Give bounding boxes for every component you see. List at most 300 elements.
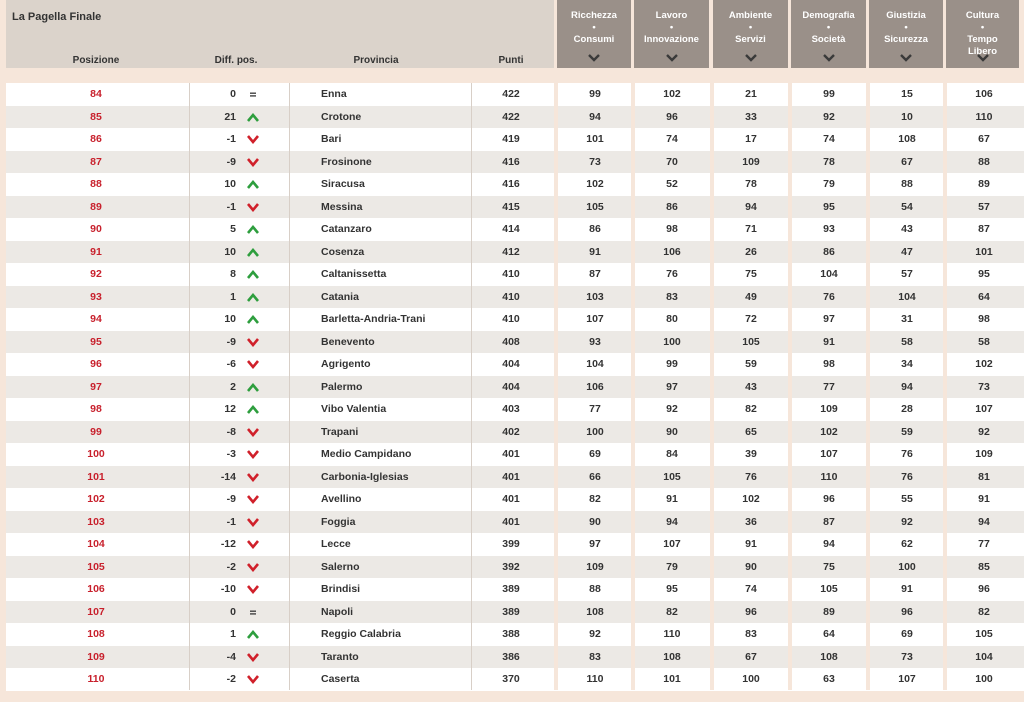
score-cell: 93 bbox=[823, 223, 835, 235]
score-cell: 102 bbox=[820, 425, 838, 438]
province-cell: Trapani bbox=[321, 425, 359, 438]
points-cell: 422 bbox=[502, 88, 520, 100]
table-row[interactable] bbox=[6, 511, 1024, 534]
score-cell: 101 bbox=[586, 133, 604, 145]
page-title: La Pagella Finale bbox=[12, 11, 102, 23]
score-cell: 92 bbox=[589, 628, 601, 640]
score-cell: 65 bbox=[745, 425, 757, 438]
score-cell: 97 bbox=[589, 538, 601, 550]
score-cell: 73 bbox=[978, 380, 990, 393]
category-line2: Servizi bbox=[735, 34, 766, 45]
diff-pos-cell: 5 bbox=[230, 223, 236, 235]
score-cell: 83 bbox=[666, 290, 678, 303]
arrow-down-icon bbox=[247, 135, 259, 144]
score-cell: 98 bbox=[978, 313, 990, 325]
category-line1: Giustizia bbox=[886, 10, 926, 21]
category-line2: Società bbox=[811, 34, 846, 45]
table-row[interactable] bbox=[6, 308, 1024, 331]
position-cell: 89 bbox=[90, 200, 102, 213]
score-cell: 75 bbox=[745, 268, 757, 280]
points-cell: 389 bbox=[502, 583, 520, 595]
score-cell: 54 bbox=[901, 200, 913, 213]
category-line1: Lavoro bbox=[655, 10, 688, 21]
cat-cultura-tempo-libero-header[interactable] bbox=[946, 0, 1019, 68]
arrow-down-icon bbox=[247, 360, 259, 369]
score-cell: 103 bbox=[586, 290, 604, 303]
equal-icon bbox=[247, 608, 259, 617]
score-cell: 26 bbox=[745, 245, 757, 258]
province-cell: Crotone bbox=[321, 110, 362, 123]
score-cell: 101 bbox=[663, 673, 681, 685]
province-cell: Reggio Calabria bbox=[321, 628, 401, 640]
diff-pos-cell: 10 bbox=[224, 313, 236, 325]
province-cell: Frosinone bbox=[321, 155, 372, 168]
table-row[interactable] bbox=[6, 421, 1024, 444]
bullet-icon: • bbox=[669, 22, 674, 33]
points-cell: 410 bbox=[502, 268, 520, 280]
score-cell: 36 bbox=[745, 515, 757, 528]
arrow-up-icon bbox=[247, 248, 259, 257]
score-cell: 82 bbox=[745, 403, 757, 415]
points-cell: 401 bbox=[502, 493, 520, 505]
score-cell: 76 bbox=[901, 448, 913, 460]
arrow-up-icon bbox=[247, 270, 259, 279]
points-cell: 402 bbox=[502, 425, 520, 438]
score-cell: 77 bbox=[823, 380, 835, 393]
score-cell: 106 bbox=[663, 245, 681, 258]
table-row[interactable] bbox=[6, 218, 1024, 241]
bullet-icon: • bbox=[826, 22, 831, 33]
score-cell: 95 bbox=[666, 583, 678, 595]
points-cell: 392 bbox=[502, 560, 520, 573]
province-cell: Salerno bbox=[321, 560, 360, 573]
score-cell: 99 bbox=[823, 88, 835, 100]
score-cell: 91 bbox=[901, 583, 913, 595]
col-punti[interactable]: Punti bbox=[498, 55, 524, 66]
score-cell: 96 bbox=[823, 493, 835, 505]
bullet-icon: • bbox=[592, 22, 596, 33]
score-cell: 109 bbox=[586, 560, 604, 573]
arrow-down-icon bbox=[247, 495, 259, 504]
table-row[interactable] bbox=[6, 151, 1024, 174]
cat-lavoro-innovazione-header[interactable] bbox=[634, 0, 709, 68]
score-cell: 71 bbox=[745, 223, 757, 235]
province-cell: Siracusa bbox=[321, 178, 365, 190]
score-cell: 85 bbox=[978, 560, 990, 573]
cat-ricchezza-consumi-header[interactable] bbox=[557, 0, 631, 68]
score-cell: 89 bbox=[823, 605, 835, 618]
score-cell: 91 bbox=[978, 493, 990, 505]
table-row[interactable] bbox=[6, 398, 1024, 421]
diff-pos-cell: -12 bbox=[220, 538, 236, 550]
province-cell: Catanzaro bbox=[321, 223, 372, 235]
arrow-up-icon bbox=[247, 293, 259, 302]
position-cell: 108 bbox=[87, 628, 105, 640]
score-cell: 104 bbox=[975, 650, 993, 663]
score-cell: 57 bbox=[901, 268, 913, 280]
province-cell: Foggia bbox=[321, 515, 356, 528]
position-cell: 103 bbox=[87, 515, 105, 528]
score-cell: 31 bbox=[901, 313, 913, 325]
chevron-down-icon[interactable] bbox=[745, 54, 757, 62]
table-row[interactable] bbox=[6, 601, 1024, 624]
score-cell: 74 bbox=[745, 583, 757, 595]
score-cell: 105 bbox=[975, 628, 993, 640]
province-cell: Messina bbox=[321, 200, 363, 213]
score-cell: 55 bbox=[901, 493, 913, 505]
score-cell: 94 bbox=[901, 380, 913, 393]
score-cell: 109 bbox=[742, 155, 760, 168]
arrow-down-icon bbox=[247, 450, 259, 459]
score-cell: 94 bbox=[666, 515, 678, 528]
diff-pos-cell: -1 bbox=[226, 200, 236, 213]
table-row[interactable] bbox=[6, 668, 1024, 691]
column-divider bbox=[289, 83, 290, 690]
category-line2: Innovazione bbox=[644, 34, 699, 45]
province-cell: Enna bbox=[321, 88, 347, 100]
score-cell: 105 bbox=[820, 583, 838, 595]
points-cell: 404 bbox=[502, 358, 520, 370]
score-cell: 86 bbox=[823, 245, 835, 258]
score-cell: 88 bbox=[901, 178, 913, 190]
table-row[interactable] bbox=[6, 353, 1024, 376]
score-cell: 69 bbox=[589, 448, 601, 460]
score-cell: 59 bbox=[901, 425, 913, 438]
score-cell: 96 bbox=[745, 605, 757, 618]
diff-pos-cell: -4 bbox=[226, 650, 236, 663]
score-cell: 79 bbox=[823, 178, 835, 190]
province-cell: Bari bbox=[321, 133, 342, 145]
column-divider bbox=[189, 83, 190, 690]
points-cell: 403 bbox=[502, 403, 520, 415]
diff-pos-cell: -9 bbox=[226, 155, 236, 168]
position-cell: 100 bbox=[87, 448, 105, 460]
chevron-down-icon[interactable] bbox=[977, 54, 989, 62]
score-cell: 96 bbox=[666, 110, 678, 123]
score-cell: 64 bbox=[823, 628, 835, 640]
diff-pos-cell: 21 bbox=[224, 110, 236, 123]
score-cell: 95 bbox=[978, 268, 990, 280]
score-cell: 86 bbox=[589, 223, 601, 235]
score-cell: 105 bbox=[663, 470, 681, 483]
position-cell: 110 bbox=[87, 673, 105, 685]
score-cell: 89 bbox=[978, 178, 990, 190]
position-cell: 102 bbox=[87, 493, 105, 505]
province-cell: Taranto bbox=[321, 650, 359, 663]
table-row[interactable] bbox=[6, 578, 1024, 601]
position-cell: 85 bbox=[90, 110, 102, 123]
score-cell: 10 bbox=[901, 110, 913, 123]
score-cell: 107 bbox=[898, 673, 916, 685]
score-cell: 91 bbox=[745, 538, 757, 550]
category-line1: Demografia bbox=[802, 10, 855, 21]
province-cell: Barletta-Andria-Trani bbox=[321, 313, 426, 325]
points-cell: 401 bbox=[502, 470, 520, 483]
score-cell: 92 bbox=[666, 403, 678, 415]
bullet-icon: • bbox=[980, 22, 985, 33]
diff-pos-cell: -1 bbox=[226, 133, 236, 145]
score-cell: 102 bbox=[586, 178, 604, 190]
cat-demografia-societa-header[interactable] bbox=[791, 0, 866, 68]
points-cell: 416 bbox=[502, 178, 520, 190]
category-line2: Tempo Libero bbox=[967, 34, 998, 57]
score-cell: 82 bbox=[978, 605, 990, 618]
arrow-down-icon bbox=[247, 428, 259, 437]
score-cell: 76 bbox=[745, 470, 757, 483]
score-cell: 87 bbox=[978, 223, 990, 235]
province-cell: Avellino bbox=[321, 493, 362, 505]
diff-pos-cell: 8 bbox=[230, 268, 236, 280]
arrow-up-icon bbox=[247, 383, 259, 392]
position-cell: 94 bbox=[90, 313, 102, 325]
points-cell: 399 bbox=[502, 538, 520, 550]
diff-pos-cell: 12 bbox=[224, 403, 236, 415]
province-cell: Vibo Valentia bbox=[321, 403, 387, 415]
diff-pos-cell: -1 bbox=[226, 515, 236, 528]
table-row[interactable] bbox=[6, 83, 1024, 106]
score-cell: 110 bbox=[663, 628, 681, 640]
score-cell: 66 bbox=[589, 470, 601, 483]
table-row[interactable] bbox=[6, 646, 1024, 669]
score-cell: 78 bbox=[823, 155, 835, 168]
score-cell: 96 bbox=[901, 605, 913, 618]
arrow-down-icon bbox=[247, 563, 259, 572]
points-cell: 408 bbox=[502, 335, 520, 348]
score-cell: 97 bbox=[666, 380, 678, 393]
table-row[interactable] bbox=[6, 533, 1024, 556]
score-cell: 110 bbox=[820, 470, 838, 483]
score-cell: 108 bbox=[898, 133, 916, 145]
points-cell: 388 bbox=[502, 628, 520, 640]
table-row[interactable] bbox=[6, 331, 1024, 354]
position-cell: 109 bbox=[87, 650, 105, 663]
table-row[interactable] bbox=[6, 466, 1024, 489]
diff-pos-cell: -2 bbox=[226, 560, 236, 573]
score-cell: 94 bbox=[745, 200, 757, 213]
points-cell: 389 bbox=[502, 605, 520, 618]
points-cell: 412 bbox=[502, 245, 520, 258]
score-cell: 73 bbox=[589, 155, 601, 168]
score-cell: 28 bbox=[901, 403, 913, 415]
score-cell: 43 bbox=[745, 380, 757, 393]
position-cell: 106 bbox=[87, 583, 105, 595]
score-cell: 107 bbox=[663, 538, 681, 550]
score-cell: 70 bbox=[666, 155, 678, 168]
score-cell: 91 bbox=[823, 335, 835, 348]
score-cell: 106 bbox=[586, 380, 604, 393]
position-cell: 91 bbox=[90, 245, 102, 258]
score-cell: 17 bbox=[745, 133, 757, 145]
table-row[interactable] bbox=[6, 128, 1024, 151]
score-cell: 91 bbox=[589, 245, 601, 258]
arrow-down-icon bbox=[247, 540, 259, 549]
score-cell: 81 bbox=[978, 470, 990, 483]
score-cell: 110 bbox=[975, 110, 993, 123]
table-row[interactable] bbox=[6, 623, 1024, 646]
score-cell: 74 bbox=[666, 133, 678, 145]
score-cell: 62 bbox=[901, 538, 913, 550]
equal-icon bbox=[247, 90, 259, 99]
score-cell: 57 bbox=[978, 200, 990, 213]
province-cell: Brindisi bbox=[321, 583, 361, 595]
score-cell: 109 bbox=[975, 448, 993, 460]
score-cell: 100 bbox=[975, 673, 993, 685]
score-cell: 87 bbox=[589, 268, 601, 280]
arrow-down-icon bbox=[247, 473, 259, 482]
category-line1: Cultura bbox=[965, 10, 1000, 21]
score-cell: 105 bbox=[586, 200, 604, 213]
score-cell: 98 bbox=[666, 223, 678, 235]
table-row[interactable] bbox=[6, 488, 1024, 511]
diff-pos-cell: -9 bbox=[226, 493, 236, 505]
table-row[interactable] bbox=[6, 263, 1024, 286]
position-cell: 105 bbox=[87, 560, 105, 573]
arrow-down-icon bbox=[247, 518, 259, 527]
arrow-up-icon bbox=[247, 405, 259, 414]
province-cell: Agrigento bbox=[321, 358, 371, 370]
table-row[interactable] bbox=[6, 196, 1024, 219]
score-cell: 83 bbox=[589, 650, 601, 663]
score-cell: 102 bbox=[663, 88, 681, 100]
column-divider bbox=[866, 83, 870, 690]
position-cell: 92 bbox=[90, 268, 102, 280]
arrow-down-icon bbox=[247, 653, 259, 662]
points-cell: 401 bbox=[502, 515, 520, 528]
province-cell: Carbonia-Iglesias bbox=[321, 470, 409, 483]
position-cell: 84 bbox=[90, 88, 102, 100]
column-divider bbox=[554, 83, 558, 690]
table-row[interactable] bbox=[6, 241, 1024, 264]
score-cell: 67 bbox=[978, 133, 990, 145]
position-cell: 99 bbox=[90, 425, 102, 438]
score-cell: 82 bbox=[589, 493, 601, 505]
col-diff-pos[interactable]: Diff. pos. bbox=[214, 55, 258, 66]
points-cell: 401 bbox=[502, 448, 520, 460]
score-cell: 77 bbox=[978, 538, 990, 550]
category-line2: Consumi bbox=[573, 34, 615, 45]
score-cell: 63 bbox=[823, 673, 835, 685]
score-cell: 83 bbox=[745, 628, 757, 640]
score-cell: 88 bbox=[589, 583, 601, 595]
diff-pos-cell: 1 bbox=[230, 290, 236, 303]
column-divider bbox=[710, 83, 714, 690]
score-cell: 98 bbox=[823, 358, 835, 370]
province-cell: Catania bbox=[321, 290, 359, 303]
col-posizione[interactable]: Posizione bbox=[72, 55, 120, 66]
score-cell: 106 bbox=[975, 88, 993, 100]
table-row[interactable] bbox=[6, 173, 1024, 196]
score-cell: 94 bbox=[589, 110, 601, 123]
score-cell: 96 bbox=[978, 583, 990, 595]
diff-pos-cell: -6 bbox=[226, 358, 236, 370]
chevron-down-icon[interactable] bbox=[666, 54, 678, 62]
score-cell: 108 bbox=[820, 650, 838, 663]
chevron-down-icon[interactable] bbox=[900, 54, 912, 62]
score-cell: 76 bbox=[666, 268, 678, 280]
score-cell: 82 bbox=[666, 605, 678, 618]
col-provincia[interactable]: Provincia bbox=[353, 55, 399, 66]
score-cell: 104 bbox=[586, 358, 604, 370]
column-divider bbox=[788, 83, 792, 690]
score-cell: 43 bbox=[901, 223, 913, 235]
table-row[interactable] bbox=[6, 106, 1024, 129]
score-cell: 107 bbox=[586, 313, 604, 325]
diff-pos-cell: -9 bbox=[226, 335, 236, 348]
chevron-down-icon[interactable] bbox=[823, 54, 835, 62]
score-cell: 100 bbox=[586, 425, 604, 438]
score-cell: 92 bbox=[901, 515, 913, 528]
score-cell: 80 bbox=[666, 313, 678, 325]
province-cell: Caserta bbox=[321, 673, 360, 685]
province-cell: Napoli bbox=[321, 605, 354, 618]
table-row[interactable] bbox=[6, 556, 1024, 579]
arrow-down-icon bbox=[247, 158, 259, 167]
diff-pos-cell: 10 bbox=[224, 178, 236, 190]
points-cell: 422 bbox=[502, 110, 520, 123]
cat-giustizia-sicurezza-header[interactable] bbox=[869, 0, 943, 68]
score-cell: 76 bbox=[823, 290, 835, 303]
score-cell: 108 bbox=[663, 650, 681, 663]
arrow-up-icon bbox=[247, 630, 259, 639]
score-cell: 67 bbox=[901, 155, 913, 168]
score-cell: 101 bbox=[975, 245, 993, 258]
score-cell: 78 bbox=[745, 178, 757, 190]
position-cell: 107 bbox=[87, 605, 105, 618]
score-cell: 77 bbox=[589, 403, 601, 415]
diff-pos-cell: -14 bbox=[220, 470, 236, 483]
category-line1: Ambiente bbox=[728, 10, 773, 21]
points-cell: 419 bbox=[502, 133, 520, 145]
table-row[interactable] bbox=[6, 376, 1024, 399]
points-cell: 410 bbox=[502, 290, 520, 303]
score-cell: 94 bbox=[823, 538, 835, 550]
diff-pos-cell: -8 bbox=[226, 425, 236, 438]
position-cell: 87 bbox=[90, 155, 102, 168]
score-cell: 90 bbox=[666, 425, 678, 438]
score-cell: 69 bbox=[901, 628, 913, 640]
diff-pos-cell: 10 bbox=[224, 245, 236, 258]
chevron-down-icon[interactable] bbox=[588, 54, 600, 62]
score-cell: 21 bbox=[745, 88, 757, 100]
position-cell: 96 bbox=[90, 358, 102, 370]
points-cell: 386 bbox=[502, 650, 520, 663]
score-cell: 95 bbox=[823, 200, 835, 213]
diff-pos-cell: 2 bbox=[230, 380, 236, 393]
cat-ambiente-servizi-header[interactable] bbox=[713, 0, 788, 68]
category-line2: Sicurezza bbox=[884, 34, 928, 45]
score-cell: 88 bbox=[978, 155, 990, 168]
category-line1: Ricchezza bbox=[571, 10, 617, 21]
position-cell: 101 bbox=[87, 470, 105, 483]
province-cell: Cosenza bbox=[321, 245, 365, 258]
province-cell: Caltanissetta bbox=[321, 268, 387, 280]
arrow-down-icon bbox=[247, 338, 259, 347]
score-cell: 67 bbox=[745, 650, 757, 663]
score-cell: 92 bbox=[823, 110, 835, 123]
score-cell: 108 bbox=[586, 605, 604, 618]
arrow-down-icon bbox=[247, 203, 259, 212]
diff-pos-cell: 1 bbox=[230, 628, 236, 640]
score-cell: 107 bbox=[820, 448, 838, 460]
score-cell: 49 bbox=[745, 290, 757, 303]
table-row[interactable] bbox=[6, 443, 1024, 466]
diff-pos-cell: 0 bbox=[230, 605, 236, 618]
table-row[interactable] bbox=[6, 286, 1024, 309]
score-cell: 52 bbox=[666, 178, 678, 190]
position-cell: 104 bbox=[87, 538, 105, 550]
position-cell: 95 bbox=[90, 335, 102, 348]
province-cell: Lecce bbox=[321, 538, 351, 550]
